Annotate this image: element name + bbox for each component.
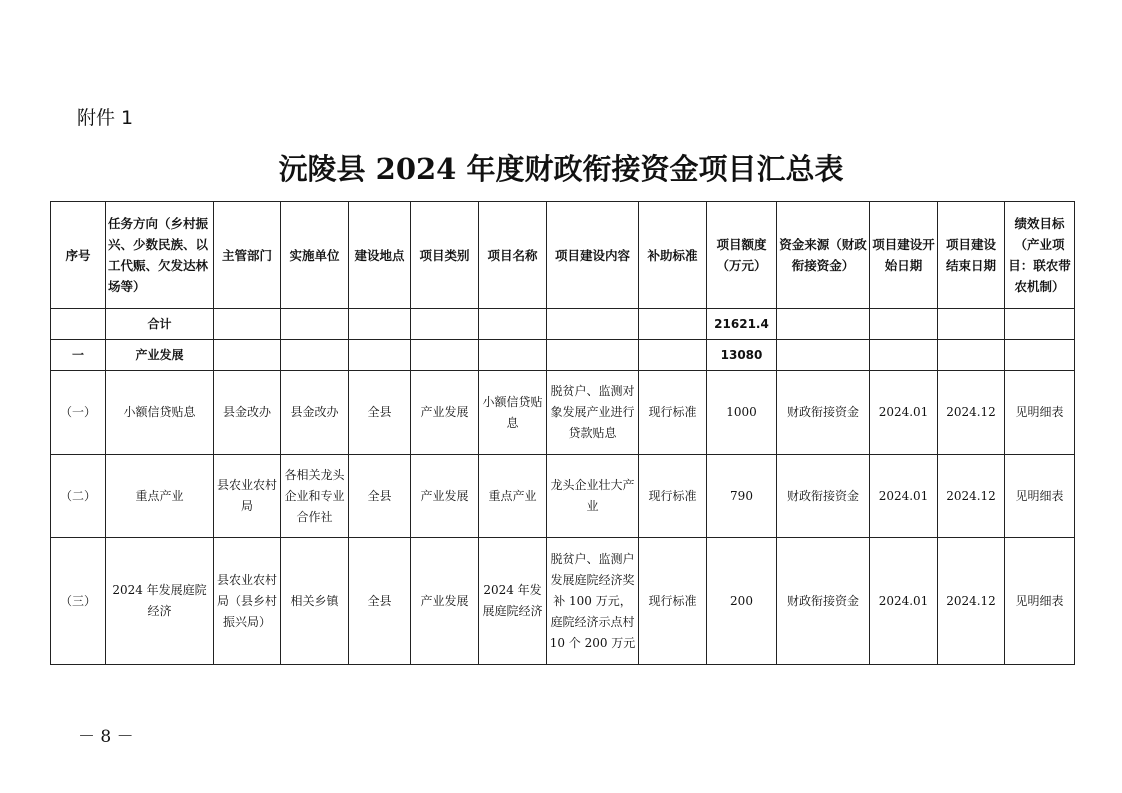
row-category: 产业发展 (411, 371, 479, 455)
empty-cell (214, 309, 281, 340)
empty-cell (411, 309, 479, 340)
row-end: 2024.12 (938, 371, 1005, 455)
row-dept: 县金改办 (214, 371, 281, 455)
page-title: 沅陵县 2024 年度财政衔接资金项目汇总表 (278, 152, 844, 186)
row-index: （二） (51, 455, 106, 538)
empty-cell (214, 340, 281, 371)
header-unit: 实施单位 (281, 202, 349, 309)
header-standard: 补助标准 (639, 202, 707, 309)
header-index: 序号 (51, 202, 106, 309)
row-end: 2024.12 (938, 538, 1005, 665)
row-amount: 790 (707, 455, 777, 538)
category-index: 一 (51, 340, 106, 371)
header-category: 项目类别 (411, 202, 479, 309)
row-index: （三） (51, 538, 106, 665)
table-row (51, 538, 1075, 665)
row-content: 龙头企业壮大产业 (547, 455, 639, 538)
row-standard: 现行标准 (639, 371, 707, 455)
header-amount: 项目额度（万元） (707, 202, 777, 309)
row-location: 全县 (349, 455, 411, 538)
summary-table (50, 201, 1075, 665)
row-category: 产业发展 (411, 455, 479, 538)
page-number: － 8 － (78, 727, 134, 747)
row-amount: 200 (707, 538, 777, 665)
row-location: 全县 (349, 371, 411, 455)
header-location: 建设地点 (349, 202, 411, 309)
row-index: （一） (51, 371, 106, 455)
header-content: 项目建设内容 (547, 202, 639, 309)
row-name: 重点产业 (479, 455, 547, 538)
empty-cell (479, 309, 547, 340)
empty-cell (870, 340, 938, 371)
empty-cell (639, 340, 707, 371)
header-dept: 主管部门 (214, 202, 281, 309)
empty-cell (547, 340, 639, 371)
row-amount: 1000 (707, 371, 777, 455)
row-source: 财政衔接资金 (777, 371, 870, 455)
row-target: 见明细表 (1005, 371, 1075, 455)
header-direction: 任务方向（乡村振兴、少数民族、以工代赈、欠发达林场等） (106, 202, 214, 309)
empty-cell (870, 309, 938, 340)
row-source: 财政衔接资金 (777, 538, 870, 665)
category-amount: 13080 (707, 340, 777, 371)
empty-cell (938, 340, 1005, 371)
total-amount: 21621.4 (707, 309, 777, 340)
row-unit: 各相关龙头企业和专业合作社 (281, 455, 349, 538)
header-name: 项目名称 (479, 202, 547, 309)
empty-cell (411, 340, 479, 371)
row-start: 2024.01 (870, 371, 938, 455)
total-row (51, 309, 1075, 340)
empty-cell (777, 309, 870, 340)
row-direction: 重点产业 (106, 455, 214, 538)
empty-cell (1005, 309, 1075, 340)
row-dept: 县农业农村局（县乡村振兴局） (214, 538, 281, 665)
empty-cell (1005, 340, 1075, 371)
row-content: 脱贫户、监测户发展庭院经济奖补 100 万元，庭院经济示点村 10 个 200 万元 (547, 538, 639, 665)
row-standard: 现行标准 (639, 538, 707, 665)
empty-cell (547, 309, 639, 340)
row-direction: 2024 年发展庭院经济 (106, 538, 214, 665)
row-dept: 县农业农村局 (214, 455, 281, 538)
row-source: 财政衔接资金 (777, 455, 870, 538)
row-target: 见明细表 (1005, 455, 1075, 538)
total-label: 合计 (106, 309, 214, 340)
row-direction: 小额信贷贴息 (106, 371, 214, 455)
header-target: 绩效目标（产业项目：联农带农机制） (1005, 202, 1075, 309)
row-name: 小额信贷贴息 (479, 371, 547, 455)
row-name: 2024 年发展庭院经济 (479, 538, 547, 665)
empty-cell (777, 340, 870, 371)
category-label: 产业发展 (106, 340, 214, 371)
empty-cell (938, 309, 1005, 340)
row-unit: 县金改办 (281, 371, 349, 455)
empty-cell (349, 340, 411, 371)
row-start: 2024.01 (870, 455, 938, 538)
row-category: 产业发展 (411, 538, 479, 665)
header-source: 资金来源（财政衔接资金） (777, 202, 870, 309)
table-row (51, 371, 1075, 455)
row-end: 2024.12 (938, 455, 1005, 538)
header-start: 项目建设开始日期 (870, 202, 938, 309)
row-standard: 现行标准 (639, 455, 707, 538)
table-row (51, 455, 1075, 538)
row-target: 见明细表 (1005, 538, 1075, 665)
row-content: 脱贫户、监测对象发展产业进行贷款贴息 (547, 371, 639, 455)
empty-cell (349, 309, 411, 340)
empty-cell (479, 340, 547, 371)
empty-cell (281, 340, 349, 371)
header-row (51, 202, 1075, 309)
empty-cell (639, 309, 707, 340)
attachment-label: 附件 1 (77, 107, 134, 129)
row-unit: 相关乡镇 (281, 538, 349, 665)
empty-cell (281, 309, 349, 340)
total-index-cell (51, 309, 106, 340)
category-row (51, 340, 1075, 371)
row-start: 2024.01 (870, 538, 938, 665)
row-location: 全县 (349, 538, 411, 665)
header-end: 项目建设结束日期 (938, 202, 1005, 309)
